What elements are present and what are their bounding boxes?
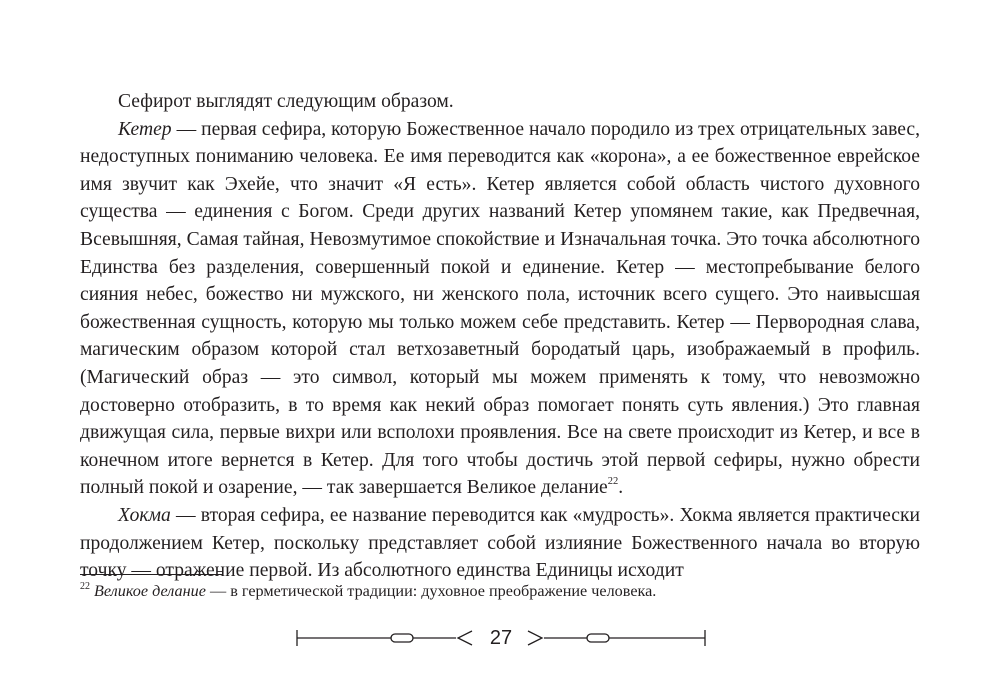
hokma-text: — вторая сефира, ее название переводится как «мудрость». Хокма является практически продолжением Кетер, поскольку представляет собой излияние Божественного начала во вторую точку — отражение первой. Из абсолютного единства Единицы исходит	[80, 504, 920, 582]
left-chevron	[458, 631, 472, 645]
page-folio	[296, 622, 706, 654]
footnote	[80, 580, 920, 602]
left-lozenge	[391, 634, 413, 642]
keter-text: — первая сефира, которую Божественное начало породило из трех отрицательных завес, недоступных пониманию человека. Ее имя переводится как «корона», а ее божественное еврейское имя звучит как Эхейе, что значит «Я есть». Кетер является собой область чистого духовного существа — единения с Богом. Среди других названий Кетер упомянем такие, как Предвечная, Всевышняя, Самая тайная, Невозмутимое спокойствие и Изначальная точка. Это точка абсолютного Единства без разделения, совершенный покой и единение. Кетер — местопребывание белого сияния небес, божество ни мужского, ни женского пола, источник всего сущего. Это наивысшая божественная сущность, которую мы только можем себе представить. Кетер — Первородная слава, магическим образом которой стал ветхозаветный бородатый царь, изображаемый в профиль. (Магический образ — это символ, который мы можем применять к тому, что невозможно достоверно отобразить, в то время как некий образ помогает понять суть явления.) Это главная движущая сила, первые вихри или всполохи проявления. Все на свете происходит из Кетер, и все в конечном итоге вернется в Кетер. Для того чтобы достичь этой первой сефиры, нужно обрести полный покой и озарение, — так завершается Великое делание	[80, 118, 920, 499]
paragraph-intro	[80, 88, 920, 116]
footnote-ref[interactable]: 22	[607, 475, 619, 487]
footnote-number: 22	[80, 580, 90, 592]
term-keter: Кетер	[118, 118, 172, 140]
term-hokma: Хокма	[118, 504, 171, 526]
paragraph-keter	[80, 116, 920, 502]
keter-end: .	[618, 477, 624, 499]
intro-text: Сефирот выглядят следующим образом.	[118, 91, 454, 112]
right-chevron	[528, 631, 542, 645]
right-lozenge	[587, 634, 609, 642]
body-text	[80, 88, 920, 585]
paragraph-hokma	[80, 502, 920, 585]
footnote-text: — в герметической традиции: духовное преображение человека.	[205, 582, 657, 600]
page-number: 27	[489, 627, 513, 649]
footnote-term: Великое делание	[94, 582, 206, 600]
footnote-rule	[80, 574, 222, 575]
